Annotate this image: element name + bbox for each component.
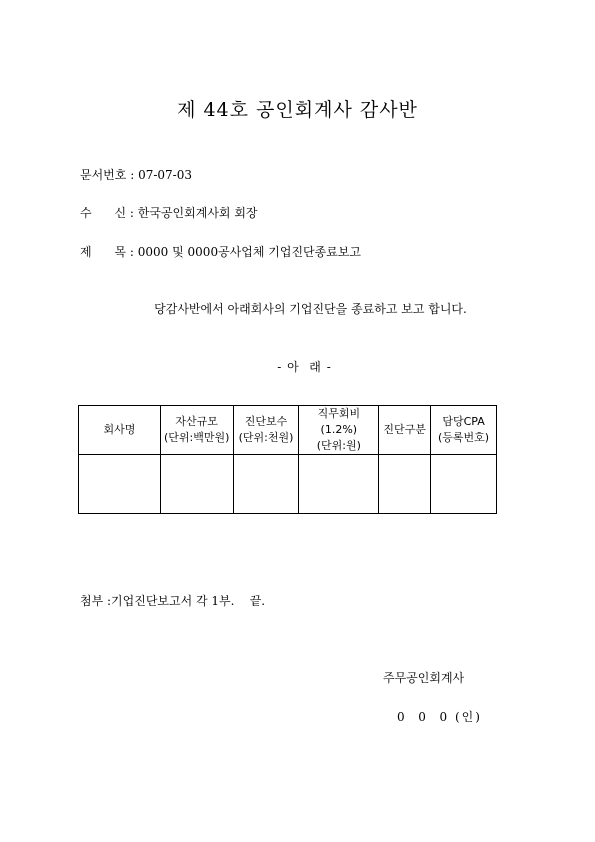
header-line2: (단위:백만원) xyxy=(163,431,230,444)
subject-label: 제 목 xyxy=(80,245,127,259)
table-header-row xyxy=(79,406,497,455)
header-line1: 담당CPA xyxy=(442,415,485,428)
header-line1: 진단보수 xyxy=(244,415,288,428)
doc-number-sep: : xyxy=(130,168,135,182)
subject-line xyxy=(80,243,361,260)
table-cell xyxy=(79,455,161,514)
doc-number-line xyxy=(80,166,192,183)
signature-name: 0 0 0 (인) xyxy=(397,710,482,724)
table-cell xyxy=(379,455,431,514)
diagnosis-table xyxy=(78,405,497,514)
header-diagnosis-type xyxy=(379,406,431,455)
recipient-value: 한국공인회계사회 회장 xyxy=(137,206,258,220)
header-duty-dues xyxy=(299,406,379,455)
table-cell xyxy=(233,455,299,514)
header-line2: (단위:천원) xyxy=(238,431,294,444)
section-heading: - 아 래 - xyxy=(277,360,332,374)
table-cell xyxy=(160,455,233,514)
recipient-sep: : xyxy=(129,206,134,220)
table-cell xyxy=(299,455,379,514)
subject-sep: : xyxy=(129,245,134,259)
table-row xyxy=(79,455,497,514)
recipient-label: 수 신 xyxy=(80,206,127,220)
header-cpa xyxy=(431,406,497,455)
body-paragraph: 당감사반에서 아래회사의 기업진단을 종료하고 보고 합니다. xyxy=(154,302,467,316)
header-asset-size xyxy=(160,406,233,455)
header-line1: 직무회비(1.2%) xyxy=(317,407,361,436)
attachment-line: 첨부 :기업진단보고서 각 1부. 끝. xyxy=(80,594,266,608)
header-line1: 회사명 xyxy=(103,423,136,436)
recipient-line xyxy=(80,204,258,221)
table-cell xyxy=(431,455,497,514)
document-title: 제 44호 공인회계사 감사반 xyxy=(177,99,418,121)
signature-firm: 주무공인회계사 xyxy=(383,671,465,685)
subject-value: 0000 및 0000공사업체 기업진단종료보고 xyxy=(137,245,361,259)
header-line1: 자산규모 xyxy=(175,415,218,428)
header-line2: (등록번호) xyxy=(438,431,490,444)
header-company xyxy=(79,406,161,455)
doc-number-value: 07-07-03 xyxy=(138,168,192,182)
header-line1: 진단구분 xyxy=(383,423,426,436)
header-diagnosis-fee xyxy=(233,406,299,455)
header-line2: (단위:원) xyxy=(316,439,361,452)
doc-number-label: 문서번호 xyxy=(80,168,127,182)
